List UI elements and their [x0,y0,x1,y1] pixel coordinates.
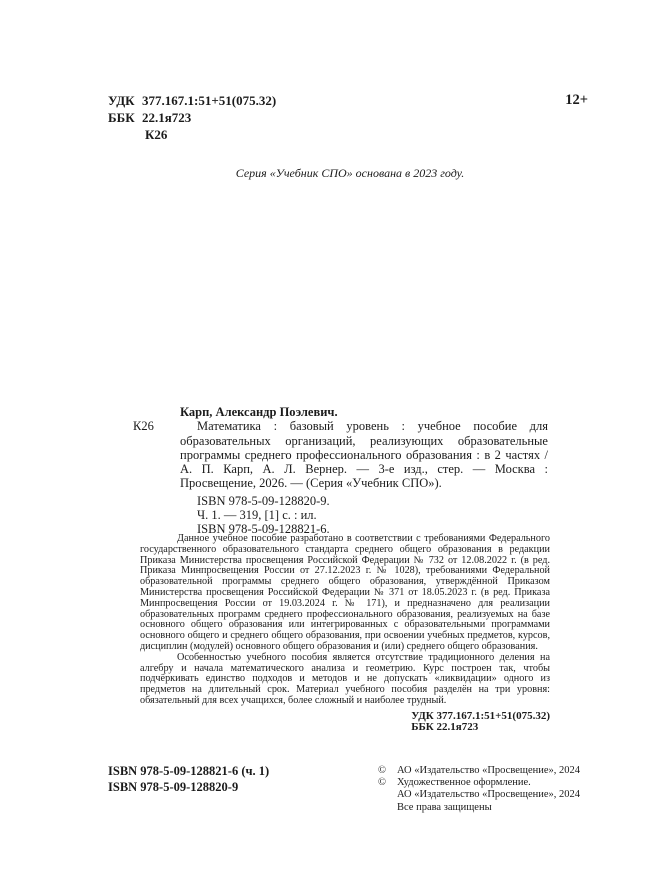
card-margin-code: К26 [133,419,154,434]
top-codes-block [108,92,276,143]
card-isbn-common: ISBN 978-5-09-128820-9. [197,493,330,508]
annotation-udk: УДК 377.167.1:51+51(075.32) [411,709,550,722]
copyright-symbol: © [378,765,386,776]
card-isbn-block [197,494,548,537]
annotation-paragraph-1: Данное учебное пособие разработано в соответствии с требованиями Федерального государственного образовательного стандарта среднего общего образования в редакции Приказа Министерства просвещения Российской Федерации № 732 от 12.08.2022 г. (в ред. Приказа Минпросвещения России от 27.12.2023 г. № 1028), требованиями Федеральной образовательной программы среднего общего образования, утверждённой Приказом Министерства просвещения Российской Федерации № 371 от 18.05.2023 г. (в ред. Приказа Минпросвещения России от 19.03.2024 г. № 171), и предназначено для реализации образовательных программ среднего профессионального образования, реализуемых на базе основного общего образования или интегрированных с образовательными программами основного общего и среднего общего образования, при освоении учебных предметов, курсов, дисциплин (модулей) основного общего образования и (или) среднего общего образования. [140,533,550,652]
footer-isbn-block [108,763,269,795]
bbk-row [108,109,276,126]
card-main [133,419,548,490]
catalog-card [133,405,548,537]
copyright-lines [397,777,580,814]
annotation-paragraph-2: Особенностью учебного пособия является отсутствие традиционного деления на алгебру и начала математического анализа и геометрию. Курс построен так, чтобы подчёркивать единство подходов и методов и не допускать «ликвидации» одного из предметов на длительный срок. Материал учебного пособия разделён на три уровня: обязательный для всех учащихся, более сложный и наиболее трудный. [140,651,550,706]
footer-isbn-part: ISBN 978-5-09-128821-6 (ч. 1) [108,764,270,778]
annotation-block [140,534,550,734]
copyright-entry [378,777,580,814]
udk-value: 377.167.1:51+51(075.32) [142,93,277,108]
bbk-value: 22.1я723 [142,110,192,125]
copyright-entry [378,765,580,777]
series-note: Серия «Учебник СПО» основана в 2023 году. [235,166,465,180]
card-description: Математика : базовый уровень : учебное пособие для образовательных организаций, реализующих образовательные программы среднего профессионального образования : в 2 частях / А. П. Карп, А. Л. Вернер. — 3-е изд., стер. — Москва : Просвещение, 2026. — (Серия «Учебник СПО»). [180,419,548,491]
footer-copyright-block [378,765,580,814]
udk-label: УДК [108,93,135,108]
annotation-codes-inner [411,711,550,734]
bbk-label: ББК [108,110,135,125]
annotation-codes [140,711,550,734]
copyright-line: Художественное оформление. [397,777,531,789]
top-author-code: К26 [145,127,168,142]
copyright-line: АО «Издательство «Просвещение», 2024 [397,789,581,801]
footer-isbn-common: ISBN 978-5-09-128820-9 [108,780,239,794]
card-author: Карп, Александр Поэлевич. [180,405,338,419]
card-isbn-part: ISBN 978-5-09-128821-6. [197,522,330,537]
copyright-lines [397,765,580,777]
copyright-line: АО «Издательство «Просвещение», 2024 [397,765,581,776]
age-rating-badge: 12+ [565,92,588,108]
card-part-info: Ч. 1. — 319, [1] с. : ил. [197,508,317,523]
copyright-line: Все права защищены [397,801,492,813]
annotation-bbk: ББК 22.1я723 [411,721,479,734]
copyright-symbol: © [378,777,386,789]
udk-row [108,92,276,109]
